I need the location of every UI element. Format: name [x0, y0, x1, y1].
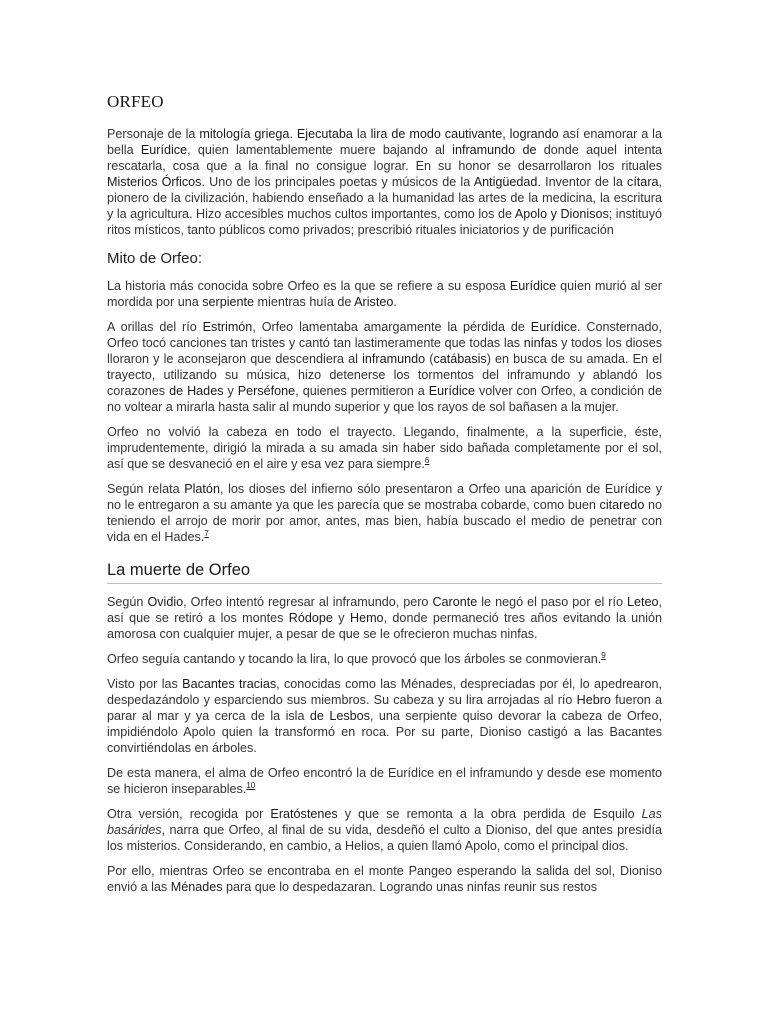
link-rodope[interactable]: Ródope — [288, 611, 333, 625]
text: . Inventor de la — [537, 175, 628, 189]
text: Visto por las — [107, 677, 183, 691]
text: , Orfeo lamentaba amargamente la pérdida de — [252, 320, 531, 334]
text: , pionero de la civilización, habiendo enseñado a la humanidad las artes de la medicina, la escritura y la agricultura. Hizo accesibles muchos cultos importantes, como los de — [107, 175, 663, 221]
link-mitologia-griega[interactable]: mitología griega — [199, 127, 290, 141]
link-hebro[interactable]: Hebro — [576, 693, 611, 707]
text: La historia más conocida sobre Orfeo es la que se refiere a su esposa — [107, 279, 510, 293]
muerte-paragraph-3 — [107, 676, 662, 756]
link-ovidio[interactable]: Ovidio — [147, 595, 184, 609]
link-eratostenes[interactable]: Eratóstenes — [270, 807, 338, 821]
link-misterios-orficos[interactable]: Misterios Órficos — [107, 175, 202, 189]
link-euridice[interactable]: Eurídice — [140, 143, 188, 157]
footnote-ref[interactable]: 7 — [204, 528, 209, 538]
text: y todos los dioses lloraron y le aconsejaron que descendiera al — [107, 336, 662, 366]
text: , donde permaneció tres años evitando la unión amorosa con cualquier mujer, a pesar de que se le ofrecieron muchas ninfas. — [107, 611, 663, 641]
link-lesbos[interactable]: de Lesbos — [309, 709, 370, 723]
intro-paragraph — [107, 126, 662, 238]
text: , narra que Orfeo, al final de su vida, desdeñó el culto a Dioniso, del que antes presidía los misterios. Considerando, en cambio, a Helios, a quien llamó Apolo, como el principal dios. — [107, 823, 662, 853]
text: ; instituyó ritos místicos, tanto públicos como privados; prescribió rituales iniciatorios y de purificación — [107, 207, 662, 237]
link-euridice[interactable]: Eurídice — [530, 320, 577, 334]
work-title: Las basárides — [107, 807, 662, 837]
text: así enamorar a la bella — [107, 127, 662, 157]
section-heading-muerte: La muerte de Orfeo — [107, 561, 662, 584]
footnote-ref[interactable]: 6 — [424, 455, 430, 465]
link-inframundo[interactable]: inframundo de — [452, 143, 537, 157]
muerte-paragraph-2 — [107, 651, 662, 667]
link-euridice[interactable]: Eurídice — [509, 279, 557, 293]
text: y — [223, 384, 238, 398]
text: Orfeo no volvió la cabeza en todo el trayecto. Llegando, finalmente, a la superficie, éste, imprudentemente, dirigió la mirada a su amada sin haber sido bañada completamente por el sol, así que se desvaneció en el aire y esa vez para siempre. — [107, 425, 662, 471]
muerte-paragraph-1 — [107, 594, 662, 642]
text: fueron a parar al mar y ya cerca de la isla — [107, 693, 662, 723]
text: . Consternado, Orfeo tocó canciones tan tristes y cantó tan lastimeramente que todas las — [107, 320, 662, 350]
link-apolo-dionisos[interactable]: Apolo y Dionisos — [514, 207, 609, 221]
text: la — [352, 127, 371, 141]
link-antiguedad[interactable]: Antigüedad — [473, 175, 538, 189]
link-ejecutaba[interactable]: Ejecutaba — [296, 127, 353, 141]
link-citara[interactable]: cítara — [627, 175, 659, 189]
document-page — [107, 92, 662, 904]
footnote-ref[interactable]: 10 — [246, 780, 256, 790]
link-estrimon[interactable]: Estrimón — [202, 320, 253, 334]
text: y que se remonta a la obra perdida de Esquilo — [337, 807, 642, 821]
text: le negó el paso por el río — [477, 595, 627, 609]
text: mientras huía de — [254, 295, 355, 309]
text: A orillas del río — [107, 320, 203, 334]
subhead-mito: Mito de Orfeo: — [107, 250, 203, 267]
link-bacantes-tracias[interactable]: Bacantes tracias — [182, 677, 277, 691]
text: no teniendo el arrojo de morir por amor, antes, mas bien, había buscado el medio de penetrar con vida en el Hades. — [107, 498, 662, 544]
link-platon[interactable]: Platón — [184, 482, 220, 496]
link-caronte[interactable]: Caronte — [432, 595, 478, 609]
text: volver con Orfeo, a condición de no voltear a mirarla hasta salir al mundo superior y que los rayos de sol bañasen a la mujer. — [107, 384, 662, 414]
text: Por ello, mientras Orfeo se encontraba en el monte Pangeo esperando la salida del sol, Dioniso envió a las — [107, 864, 662, 894]
text: Según — [107, 595, 148, 609]
text: . Uno de los principales poetas y músicos de la — [201, 175, 474, 189]
mito-paragraph-1 — [107, 278, 662, 310]
text: Orfeo seguía cantando y tocando la lira, lo que provocó que los árboles se conmovieran. — [107, 652, 602, 666]
text: , quienes permitieron a — [295, 384, 429, 398]
text: ( — [425, 352, 434, 366]
text: Personaje de la — [107, 127, 200, 141]
link-aristeo[interactable]: Aristeo — [354, 295, 394, 309]
document-title: ORFEO — [107, 92, 164, 111]
text: , conocidas como las Ménades, despreciadas por él, lo apedrearon, despedazándolo y esparciendo sus miembros. Su cabeza y su lira arrojadas al río — [107, 677, 662, 707]
mito-paragraph-4 — [107, 481, 662, 545]
mito-paragraph-3 — [107, 424, 662, 472]
mito-paragraph-2 — [107, 319, 662, 415]
text: Otra versión, recogida por — [107, 807, 271, 821]
link-ninfas[interactable]: ninfas — [523, 336, 558, 350]
text: , quien lamentablemente muere bajando al — [187, 143, 453, 157]
text: quien murió al ser mordida por una — [107, 279, 662, 309]
link-leteo[interactable]: Leteo — [626, 595, 659, 609]
text: De esta manera, el alma de Orfeo encontró la de Eurídice en el inframundo y desde ese momento se hicieron inseparables. — [107, 766, 662, 796]
link-menades[interactable]: Ménades — [170, 880, 223, 894]
link-hades[interactable]: de Hades — [169, 384, 224, 398]
text: . — [393, 295, 397, 309]
link-catabasis[interactable]: catábasis — [433, 352, 487, 366]
link-euridice[interactable]: Eurídice — [428, 384, 475, 398]
text: . — [289, 127, 297, 141]
text: , los dioses del infierno sólo presentaron a Orfeo una aparición de Eurídice y no le entregaron a su amante ya que les parecía que se mostraba cobarde, como buen — [107, 482, 662, 512]
link-inframundo[interactable]: inframundo — [362, 352, 426, 366]
text: , Orfeo intentó regresar al inframundo, pero — [183, 595, 433, 609]
link-citaredo[interactable]: citaredo — [599, 498, 645, 512]
text: Según relata — [107, 482, 185, 496]
footnote-ref[interactable]: 9 — [601, 650, 606, 660]
text: para que lo despedazaran. Logrando unas ninfas reunir sus restos — [222, 880, 598, 894]
link-lira[interactable]: lira de modo cautivante, logrando — [370, 127, 559, 141]
muerte-paragraph-4 — [107, 765, 662, 797]
text: y — [332, 611, 350, 625]
text: donde aquel intenta rescatarla, cosa que a la final no consigue lograr. En su honor se desarrollaron los rituales — [107, 143, 662, 173]
text: , una serpiente quiso devorar la cabeza de Orfeo, impidiéndolo Apolo quien la transformó en roca. Por su parte, Dioniso castigó a las Bacantes convirtiéndolas en árboles. — [107, 709, 662, 755]
text: ) en busca de su amada. En el trayecto, utilizando su música, hizo detenerse los tormentos del inframundo y ablandó los corazones — [107, 352, 663, 398]
link-persefone[interactable]: Perséfone — [237, 384, 296, 398]
muerte-paragraph-6 — [107, 863, 662, 895]
text: , así que se retiró a los montes — [107, 595, 662, 625]
muerte-paragraph-5 — [107, 806, 662, 854]
link-serpiente[interactable]: serpiente — [202, 295, 255, 309]
link-hemo[interactable]: Hemo — [349, 611, 384, 625]
